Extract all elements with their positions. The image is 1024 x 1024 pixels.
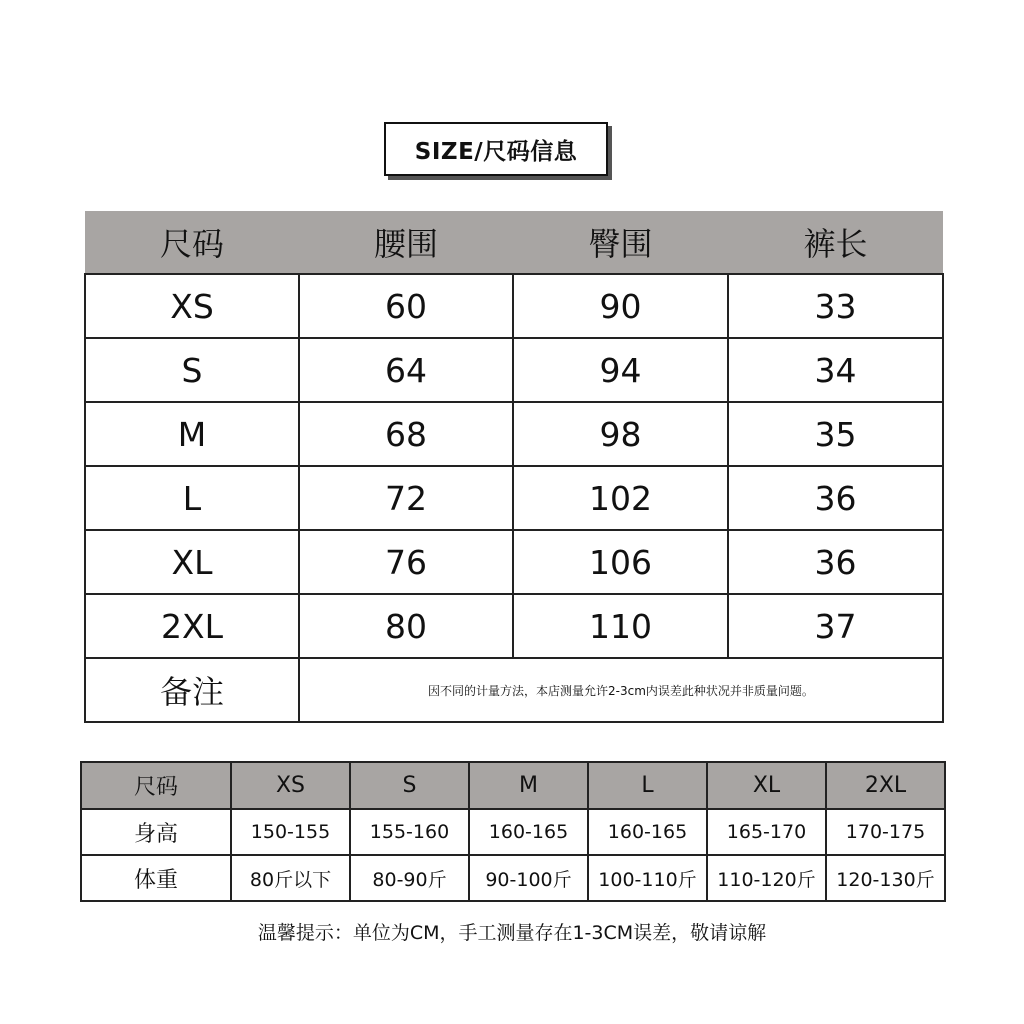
size-cell: XL <box>85 530 299 594</box>
note-label: 备注 <box>85 658 299 722</box>
length-cell: 36 <box>728 530 943 594</box>
height-cell: 150-155 <box>231 809 350 855</box>
length-cell: 34 <box>728 338 943 402</box>
waist-cell: 60 <box>299 274 513 338</box>
length-cell: 35 <box>728 402 943 466</box>
hip-cell: 102 <box>513 466 728 530</box>
hip-cell: 110 <box>513 594 728 658</box>
hw-header-row <box>81 762 945 809</box>
header-hip: 臀围 <box>513 211 728 274</box>
weight-cell: 80-90斤 <box>350 855 469 901</box>
table-row <box>85 402 943 466</box>
weight-row <box>81 855 945 901</box>
height-cell: 160-165 <box>469 809 588 855</box>
page-title: SIZE/尺码信息 <box>384 122 608 176</box>
length-cell: 36 <box>728 466 943 530</box>
height-cell: 165-170 <box>707 809 826 855</box>
hw-header-xs: XS <box>231 762 350 809</box>
weight-cell: 100-110斤 <box>588 855 707 901</box>
table-row <box>85 466 943 530</box>
waist-cell: 80 <box>299 594 513 658</box>
hw-header-2xl: 2XL <box>826 762 945 809</box>
size-table-header-row <box>85 211 943 274</box>
hip-cell: 94 <box>513 338 728 402</box>
size-cell: XS <box>85 274 299 338</box>
waist-cell: 76 <box>299 530 513 594</box>
hip-cell: 98 <box>513 402 728 466</box>
height-row <box>81 809 945 855</box>
hw-header-l: L <box>588 762 707 809</box>
table-row <box>85 530 943 594</box>
size-table <box>84 211 944 723</box>
header-waist: 腰围 <box>299 211 513 274</box>
table-row <box>85 274 943 338</box>
table-row <box>85 594 943 658</box>
size-cell: 2XL <box>85 594 299 658</box>
hw-header-m: M <box>469 762 588 809</box>
weight-label: 体重 <box>81 855 231 901</box>
length-cell: 37 <box>728 594 943 658</box>
waist-cell: 64 <box>299 338 513 402</box>
header-size: 尺码 <box>85 211 299 274</box>
waist-cell: 72 <box>299 466 513 530</box>
waist-cell: 68 <box>299 402 513 466</box>
height-label: 身高 <box>81 809 231 855</box>
height-cell: 155-160 <box>350 809 469 855</box>
size-cell: M <box>85 402 299 466</box>
measurement-tip: 温馨提示：单位为CM，手工测量存在1-3CM误差，敬请谅解 <box>257 922 767 944</box>
hw-header-s: S <box>350 762 469 809</box>
header-length: 裤长 <box>728 211 943 274</box>
hip-cell: 106 <box>513 530 728 594</box>
table-row <box>85 338 943 402</box>
weight-cell: 80斤以下 <box>231 855 350 901</box>
size-cell: L <box>85 466 299 530</box>
weight-cell: 120-130斤 <box>826 855 945 901</box>
length-cell: 33 <box>728 274 943 338</box>
note-row <box>85 658 943 722</box>
height-weight-table <box>80 761 946 902</box>
hw-header-size: 尺码 <box>81 762 231 809</box>
size-cell: S <box>85 338 299 402</box>
weight-cell: 90-100斤 <box>469 855 588 901</box>
height-cell: 170-175 <box>826 809 945 855</box>
weight-cell: 110-120斤 <box>707 855 826 901</box>
note-text: 因不同的计量方法，本店测量允许2-3cm内误差此种状况并非质量问题。 <box>299 658 943 722</box>
height-cell: 160-165 <box>588 809 707 855</box>
hw-header-xl: XL <box>707 762 826 809</box>
hip-cell: 90 <box>513 274 728 338</box>
